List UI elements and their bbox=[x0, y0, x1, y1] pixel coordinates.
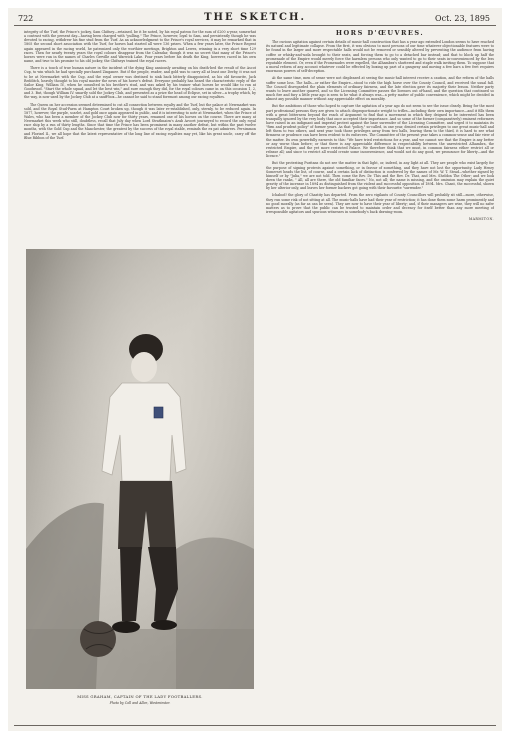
article-paragraph: There is a touch of true human nature in the incident of the dying King anxiously awaiting on his death-bed the result of the Ascot Cup, to win which he had specially purchased Zinganee. But if the people, reader, and gold was to carry all at least one Derby, it was not to be at Newmarket with the Cup, and the royal owner was destined to sink back bitterly disappointed, as his old favourite, Jack Redditch, heavily thought to his royal master the news of his horse's defeat. Everyone probably has heard the characteristic reply of the Sailor King, William IV., when he consulted in his brother's stud, and was asked by his trainer what horses he would like to run at Goodwood. "Start the whole squad, and let the best win," and sure enough they did, for the royal colours came in on this occasion 1, 2, and 3. But, though William IV. smartly sold the Jockey Club, and presented as a prize the head of Eclipse, set in silver—a trophy which, by the way, is now used by the Jockey Club at a snuff-box—he cannot be said to stand foremost among our racing royalties. bbox=[24, 66, 256, 100]
portrait-photograph bbox=[26, 249, 254, 689]
newspaper-page bbox=[8, 8, 502, 731]
footballer-portrait-image bbox=[26, 249, 254, 689]
photo-credit: Photo by Coll and Allen, Westminster. bbox=[109, 701, 171, 705]
article-paragraph: But the ambitions of those who hoped to capture the agitation of a year ago do not seem to see the issue clearly. Being for the most part professional persons they are given to attach disproportionate weight to trifles—including their own importance—and it fills them with a great bitterness beyond the reach of Argument to find that a movement in which they deigned to be interested has been tranquilly ignored by the very body that once accepted their importance. And so some of the former (comparatively) eminent reformers have raised in an indignant and imperial protest against the base surrender of the Licensing Committee, and urged it to maintain its "firm and prudent policy" of former years. As that "policy," so-called, in one year, denied certain privileges to one great music-hall and left them to two others, and next year took those privileges away from two halls, leaving them to the third, it is hard to see what firmness or prudence can have been evident to its enforcers. The Committee of the present year takes a common-sense and fair view of the matter. Its own powerfully earnests to this: "We have tried restrictions for a year, and we cannot see that the Empire is any better or any worse than before; or that there is any appreciable difference in respectability between the unrestricted Alhambra, the restricted Empire, and the yet more restricted Palace. We therefore think that we must, in common fairness either restrict all or release all; and since to restrict all would create some inconvenience, and would not do any good, we pronounce for liberty—and the licence." bbox=[266, 104, 494, 159]
photo-caption-title: MISS GRAHAM, CAPTAIN OF THE LADY FOOTBALLERS. bbox=[77, 694, 203, 699]
article-paragraph: The curious agitation against certain details of music-hall construction that has a year ago extended London seems to have reached its natural and legitimate collapse. From the first, it was obvious to most persons of our time whatever objectionable features were to be found in the larger and more respectable halls would not be removed or sensibly altered by preventing the audience from having coffee or whisky-and-soda brought to their seats, and forcing them to go to a detached bar instead; and that to block up half the promenade of the Empire would merely force the harmless persons who only wanted to go to their seats in-convenienced by the less reputable element. Or, even if the Promenades were expelled, the Alhambra's shuttered and staple walk inviting them. To suppose that a moral reform of any account whatever could be effected by boxing up part of a gangway and moving a few bars a few feet requires enormous powers of self-deception. bbox=[266, 40, 494, 74]
article-paragraph: But the protesting Puritans do not see the matter in that light, or, indeed, in any light at all. They are people who exist largely for the purpose of signing protests against something, or in favour of something, and they have not lost the opportunity. Lady Henry Somerset heads the list, of course, and a certain lack of distinction is conferred by the names of Mr. W. T. Stead—whether signed by himself or by "Julia," we are not told. Then come the Rev. Dr. This and the Rev. Dr. That, and Mrs. Sheldon The Other; and we look down the ranks, " All, all are there, the old familiar faces." No, not all; the name is missing, and the omission may explain the quiet gravity of the increase in 1894 as distinguished from the violent and successful opposition of 1894. Mrs. Chant, the successful, shown by her ulterior only, and leaves her former backers got going with their favourite "surrender." bbox=[266, 161, 494, 191]
author-signature: MARMITON. bbox=[468, 217, 494, 222]
header-rule bbox=[14, 25, 496, 26]
masthead bbox=[14, 12, 496, 24]
section-heading: HORS D'ŒUVRES. bbox=[335, 30, 425, 37]
page-number: 722 bbox=[18, 14, 34, 23]
issue-date: Oct. 23, 1895 bbox=[435, 14, 490, 23]
footer-rule bbox=[14, 725, 496, 726]
publication-title: THE SKETCH. bbox=[204, 12, 306, 23]
left-column-article bbox=[24, 30, 256, 242]
article-paragraph: integrity of the Turf, the Prince's jockey, Sam Chifney—retained, be it be noted, by his royal patron for the sum of £200 a-year, somewhat a contrast with the present day—having been charged with "pulling." The Prince, however, loyal to Sam, and persistently though he was devoted to racing, withdrew his fine stud from the Turf. As an acknowledgment to the Prince's royal services, it may be remarked that in 1805 the second short association with the Turf, for horses had started all were 136 prizes. When a few years later, the Prince Regent again appeared in the racing world, he patronized only the worthier meetings, Brighton and Lewes, winning in a very short time 129 races. Then for nearly twenty years the royal colours disappear from the Calendar, though it was no secret that many of the Prince's horses were run in the names of Charles Greville and Warwick Lake. Four years before his death the King, however, raced in his own name, and true to his promise to his old jockey, the Chifneys trained the royal racers. bbox=[24, 30, 256, 64]
article-paragraph: The Queen on her accession seemed determined to cut all connection between royalty and the Turf, but the palace at Newmarket was sold, and the Royal Stud-Farm at Hampton Court broken up, though it was later re-established, only, sternly, to be reduced again. In 1877, however, the purple, scarlet, and gold once again appeared in public, and it is interesting to note at Newmarket, when the Prince of Wales, who has been a member of the Jockey Club now for thirty years, renamed one of his horses on the course. There are many at Newmarket this week who still, doubtless, recall that July day when Lord Strathnairn's Arab Avocet journeyed to record the only royal race ship by a run of thirty lengths. Since that time the Prince has been prominent in many another defeat, but within the past twelve months, with the Gold Cup and the Manchester, the greatest by the success of the royal stable, reminds the ex pat admirers. Persimmon and Florizel II., we all hope that the latest representative of the long line of racing royalties may yet, like his great uncle, carry off the Blue Ribbon of the Turf. bbox=[24, 102, 256, 140]
photo-caption bbox=[26, 694, 254, 705]
article-paragraph: At the same time, men of sense were not displeased at seeing the music-hall interest receive a caution, and the reform of the halls suffer some loss. The halls—or rather the Empire—stood to ride the high horse over the County Council, and received the usual fall. The Council disregarded the plain elements of ordinary fairness, and the late election gave its majority their lesson. Neither party wants to leave another quarrel, and so the Licensing Committee passes the licenses out of-hand, and the question that continued so much fire and fury a little year ago is seen to be what it always was—a petty matter of public convenience, which might be decided in almost any possible manner without any appreciable effect on morality. bbox=[266, 76, 494, 102]
article-paragraph: Ichabod! the glory of Chastity has departed. From the zero vigilants of County Councillors will probably sit still—more, otherwise, they run some risk of not sitting at all. The music-halls have had their year of restriction; it has done them some harm prominently and no good morally (as far as can be seen). They are now to have their year of liberty; and, if their managers are wise, they will no safer matters as to prove that the public can be trusted to maintain order and decency for itself better than any more meeting of irresponsible agitators and spurious witnesses in somebody's back drawing-room. bbox=[266, 193, 494, 215]
right-column-article bbox=[266, 30, 494, 724]
